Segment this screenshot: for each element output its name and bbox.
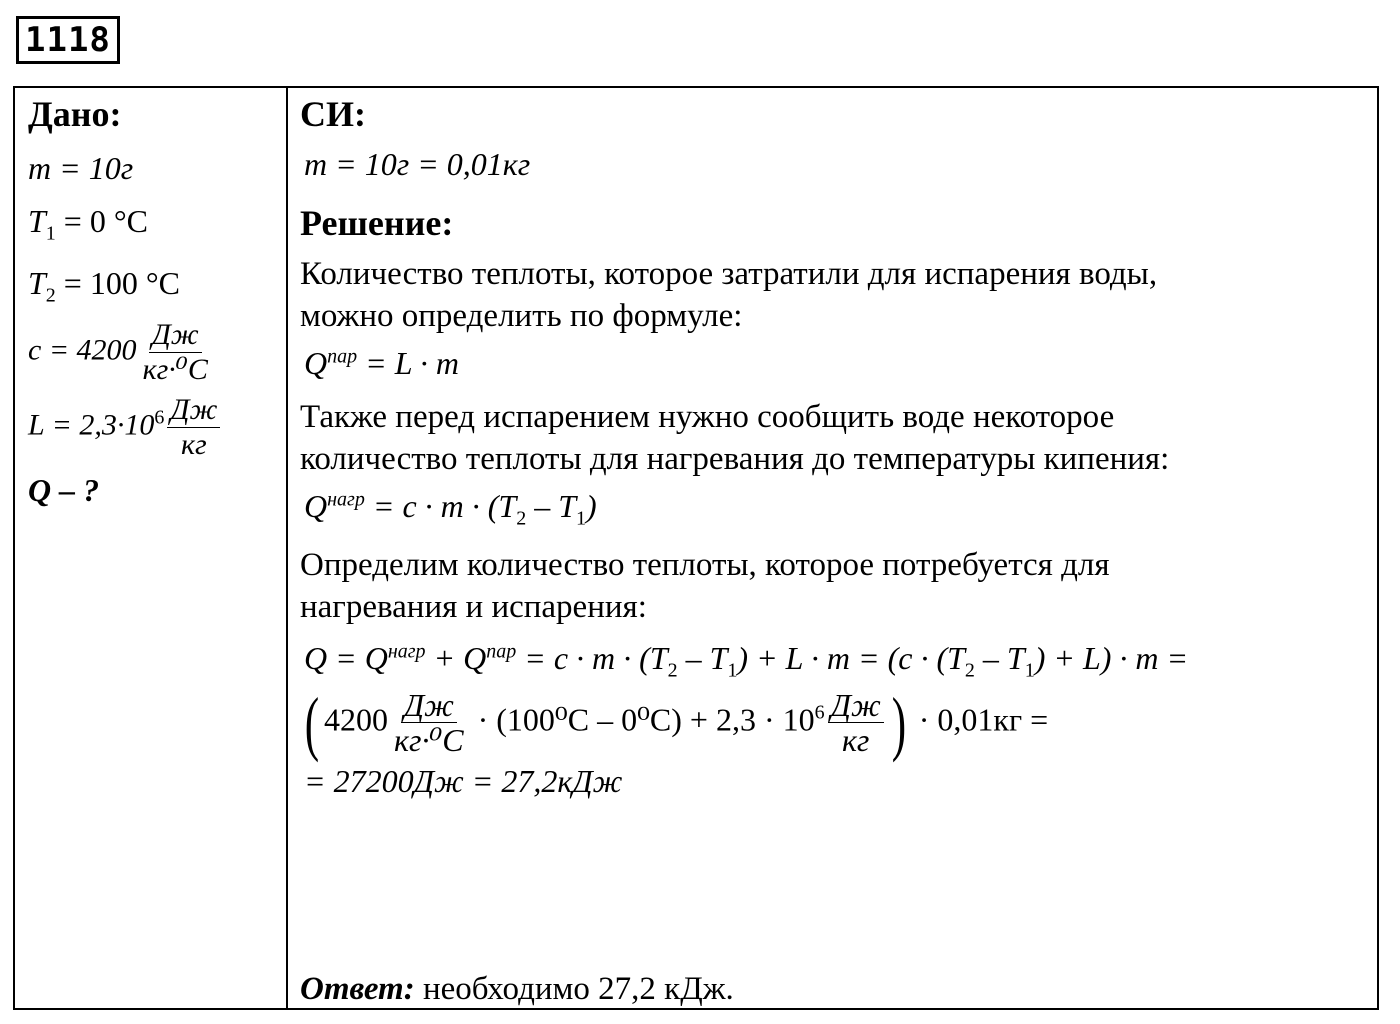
f4-a: 4200 (323, 701, 388, 738)
given-specific-heat (28, 318, 284, 387)
answer-label: Ответ: (300, 971, 415, 1007)
f3-sup1: нагр (387, 640, 426, 663)
f4-fraction-2 (828, 688, 884, 757)
find-quantity: Q – ? (28, 471, 100, 508)
given-t2 (28, 265, 284, 307)
t2-value: = 100 °C (55, 265, 180, 302)
paragraph-2b: количество теплоты для нагревания до температуры кипения: (300, 441, 1170, 477)
f2-mid: – T (526, 488, 576, 524)
f3-g: ) + L) · m = (1034, 640, 1189, 677)
formula-substitution (300, 682, 1370, 763)
answer-line (300, 968, 734, 1010)
formula-heating (304, 488, 1370, 530)
f3-sub2b: 2 (964, 659, 975, 682)
f3-c: = c · m · (T (516, 640, 668, 677)
c-unit-num: Дж (149, 318, 202, 353)
f4-c: · 0,01кг = (910, 701, 1049, 738)
f2-superscript: нагр (327, 488, 365, 511)
formula-total (304, 640, 1370, 682)
f1-rhs: = L · m (357, 345, 460, 381)
c-lhs: c = 4200 (28, 333, 137, 367)
open-paren: ( (304, 682, 320, 763)
f4-exp: 6 (814, 701, 825, 724)
paragraph-3b: нагревания и испарения: (300, 589, 647, 626)
f3-d: – T (677, 640, 728, 677)
f3-sup2: пар (486, 640, 517, 663)
t1-value: = 0 °C (55, 203, 148, 239)
f4-num2: Дж (828, 688, 884, 723)
problem-number: 1118 (16, 16, 120, 64)
paragraph-3: Определим количество теплоты, которое потребуется для (300, 547, 1110, 584)
given-mass: m = 10г (28, 150, 134, 186)
t2-symbol: T (28, 265, 46, 302)
f3-sub1a: 1 (727, 659, 738, 682)
c-unit-den: кг·⁰C (142, 352, 208, 386)
given-latent-heat (28, 393, 284, 462)
t1-symbol: T (28, 203, 46, 239)
solution-column (300, 92, 1370, 1007)
f4-den1: кг·⁰C (393, 722, 464, 759)
solution-heading: Решение: (300, 203, 454, 243)
c-unit-fraction (140, 318, 211, 387)
si-conversion: m = 10г = 0,01кг (304, 146, 531, 182)
column-divider (286, 86, 288, 1010)
f3-e: ) + L · m = (c · (T (737, 640, 965, 677)
paragraph-2: Также перед испарением нужно сообщить воде некоторое (300, 399, 1115, 435)
paragraph-1: Количество теплоты, которое затратили для испарения воды, (300, 256, 1158, 292)
close-paren: ) (891, 682, 906, 763)
l-exponent: 6 (154, 406, 165, 429)
l-lhs: L = 2,3·10 (28, 408, 155, 442)
f2-sub1: 1 (576, 507, 586, 530)
f3-a: Q = Q (304, 640, 388, 677)
f3-sub1b: 1 (1024, 659, 1035, 682)
f3-b: + Q (425, 640, 487, 677)
l-unit-fraction (167, 393, 220, 462)
f1-superscript: пар (327, 345, 358, 368)
given-t1 (28, 203, 284, 245)
paragraph-1b: можно определить по формуле: (300, 298, 743, 334)
given-column (28, 92, 284, 509)
f3-f: – T (974, 640, 1025, 677)
given-heading: Дано: (28, 94, 122, 134)
f1-q: Q (304, 345, 328, 381)
l-unit-num: Дж (167, 393, 220, 428)
t2-subscript: 2 (45, 284, 56, 307)
f4-fraction-1 (391, 688, 467, 757)
t1-subscript: 1 (45, 222, 56, 245)
l-unit-den: кг (181, 427, 207, 461)
formula-vaporization (304, 345, 1370, 382)
formula-result: = 27200Дж = 27,2кДж (304, 762, 623, 799)
f2-sub2: 2 (516, 507, 527, 530)
f3-sub2a: 2 (667, 659, 678, 682)
f4-num1: Дж (401, 688, 457, 723)
answer-text: необходимо 27,2 кДж. (414, 971, 734, 1007)
f2-q: Q (304, 488, 328, 524)
f2-end: ) (586, 488, 597, 524)
f4-den2: кг (841, 722, 870, 759)
f2-rhs: = c · m · (T (364, 488, 517, 524)
si-heading: СИ: (300, 94, 366, 134)
f4-b: · (100⁰C – 0⁰C) + 2,3 · 10 (469, 701, 815, 738)
